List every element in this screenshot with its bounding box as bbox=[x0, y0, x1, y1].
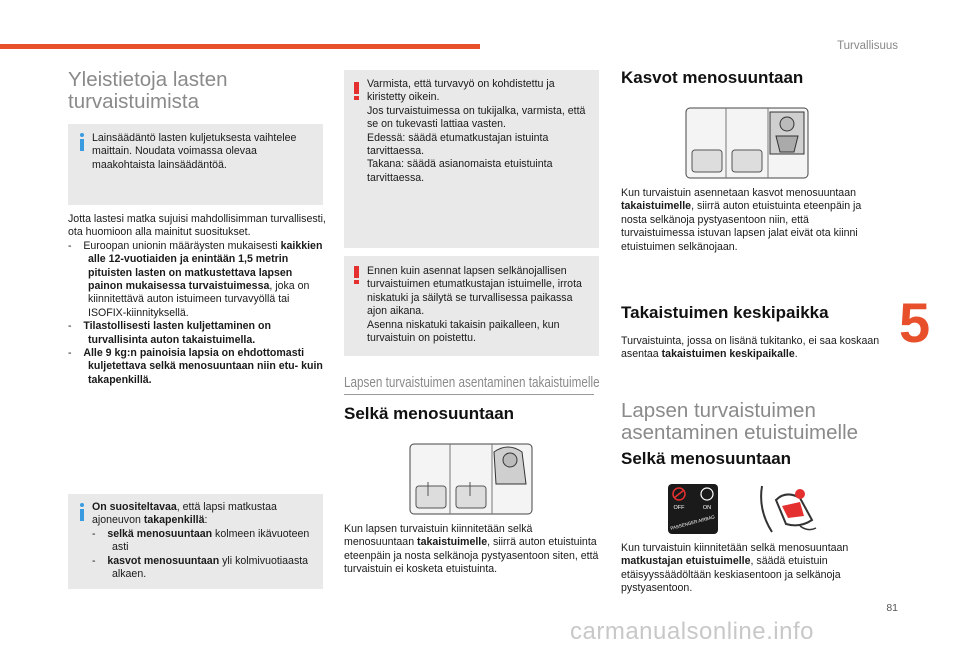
info-icon bbox=[80, 133, 84, 151]
info-box-legislation: Lainsäädäntö lasten kuljetuksesta vaihtelee maittain. Noudata voimassa olevaa maakohtaista lainsäädäntöä. bbox=[68, 124, 323, 205]
list-item: - kasvot menosuuntaan yli kolmivuotiaasta alkaen. bbox=[92, 554, 309, 581]
list-item: - Euroopan unionin määräysten mukaisesti kaikkien alle 12-vuotiaiden ja enintään 1,5 metrin pituisten lasten on matkustettava lapsen painon mukaisessa turvaistuimessa, joka on kiinnitettävä auton istuimeen turvavyöllä tai ISOFIX-kiinnityksellä. bbox=[68, 239, 323, 319]
warning-icon bbox=[354, 266, 359, 284]
rear-facing-child-seat-icon bbox=[756, 480, 820, 538]
watermark: carmanualsonline.info bbox=[570, 618, 814, 645]
page-number: 81 bbox=[886, 602, 898, 614]
heading-rear-middle-seat: Takaistuimen keskipaikka bbox=[621, 303, 829, 322]
section-title: Yleistietoja lasten turvaistuimista bbox=[68, 68, 228, 113]
info-box-recommendation: On suositeltavaa, että lapsi matkustaa ajoneuvon takapenkillä: - selkä menosuuntaan kolmeen ikävuoteen asti - kasvot menosuuntaan yli kolmivuotiaasta alkaen. bbox=[68, 494, 323, 589]
heading-forward-facing: Kasvot menosuuntaan bbox=[621, 68, 804, 87]
airbag-on-text: ON bbox=[702, 505, 712, 511]
rear-middle-text: Turvaistuinta, jossa on lisänä tukitanko, ei saa koskaan asentaa takaistuimen keskipaikalle. bbox=[621, 335, 880, 361]
divider bbox=[344, 394, 594, 395]
rear-facing-seat-illustration bbox=[408, 438, 534, 518]
list-item: - selkä menosuuntaan kolmeen ikävuoteen asti bbox=[92, 527, 310, 554]
top-accent-bar bbox=[0, 44, 480, 49]
airbag-label-text: PASSENGER AIRBAG bbox=[669, 514, 716, 531]
airbag-off-text: OFF bbox=[673, 505, 685, 511]
forward-facing-seat-illustration bbox=[684, 102, 810, 182]
section-title-front-seat: Lapsen turvaistuimen asentaminen etuistuimelle bbox=[621, 399, 859, 444]
subsection-title: Lapsen turvaistuimen asentaminen takaistuimelle bbox=[344, 374, 600, 391]
list-item: - Alle 9 kg:n painoisia lapsia on ehdottomasti kuljetettava selkä menosuuntaan niin etu- kuin takapenkillä. bbox=[68, 347, 323, 386]
front-rear-facing-text: Kun turvaistuin kiinnitetään selkä menosuuntaan matkustajan etuistuimelle, säädä etuistuin etäisyyssäädöltään keskiasentoon ja selkänoja pystyasentoon. bbox=[621, 542, 849, 595]
chapter-title: Turvallisuus bbox=[837, 40, 898, 52]
passenger-airbag-label-icon bbox=[668, 484, 718, 534]
list-item: - Tilastollisesti lasten kuljettaminen on turvallisinta auton takaistuimella. bbox=[68, 320, 271, 346]
heading-rear-facing: Selkä menosuuntaan bbox=[344, 404, 515, 423]
forward-facing-text: Kun turvaistuin asennetaan kasvot menosuuntaan takaistuimelle, siirrä auton etuistuinta eteenpäin ja nosta selkänoja pystyasentoon niin, että turvaistuimessa istuvan lapsen jalat eivät ota kiinni etuistuimen selkänojaan. bbox=[621, 187, 862, 253]
recommendations: Jotta lastesi matka sujuisi mahdollisimman turvallisesti, ota huomioon alla mainitut suositukset. - Euroopan unionin määräysten mukaisesti kaikkien alle 12-vuotiaiden ja enintään 1,5 metrin pituisten lasten on matkustettava lapsen painon mukaisessa turvaistuimessa, joka on kiinnitettävä auton istuimeen turvavyöllä tai ISOFIX-kiinnityksellä. - Tilastollisesti lasten kuljettaminen on turvallisinta auton takaistuimella. - Alle 9 kg:n painoisia lapsia on ehdottomasti kuljetettava selkä menosuuntaan niin etu- kuin takapenkillä. bbox=[68, 213, 328, 387]
heading-front-rear-facing: Selkä menosuuntaan bbox=[621, 449, 792, 468]
warning-box-headrest: Ennen kuin asennat lapsen selkänojallisen turvaistuimen etumatkustajan istuimelle, irrota niskatuki ja säilytä se turvallisessa paikassa ajon aikana. Asenna niskatuki takaisin paikalleen, kun turvaistuin on poistettu. bbox=[344, 256, 599, 356]
rear-facing-text: Kun lapsen turvaistuin kiinnitetään selkä menosuuntaan takaistuimelle, siirrä auton etuistuinta eteenpäin ja nosta selkänoja pystyasentoon siten, että turvaistuin ei kosketa etuistuinta. bbox=[344, 523, 599, 576]
chapter-number: 5 bbox=[899, 291, 931, 354]
info-icon bbox=[80, 503, 84, 521]
warning-box-seatbelt: Varmista, että turvavyö on kohdistettu ja kiristetty oikein. Jos turvaistuimessa on tukijalka, varmista, että se on tukevasti lattiaa vasten. Edessä: säädä etumatkustajan istuinta tarvittaessa. Takana: säädä asianomaista etuistuinta tarvittaessa. bbox=[344, 70, 599, 248]
warning-icon bbox=[354, 82, 359, 100]
